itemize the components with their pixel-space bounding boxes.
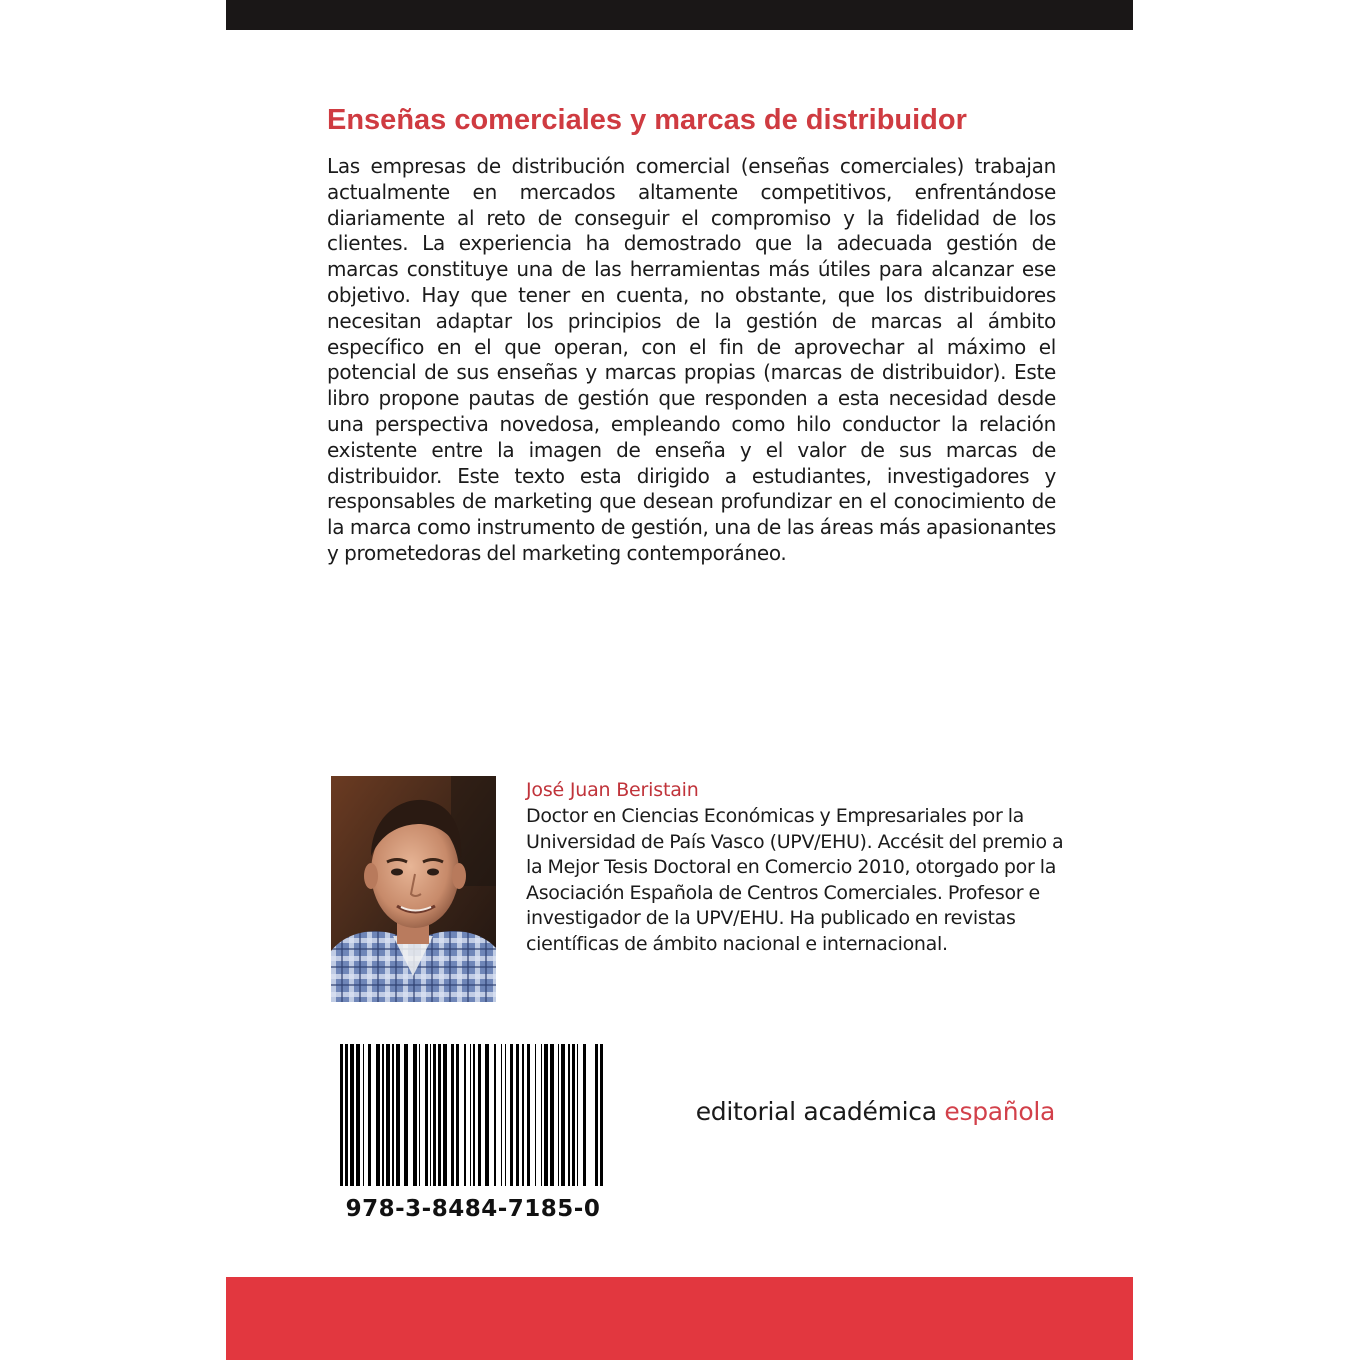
barcode-bar bbox=[470, 1044, 471, 1186]
barcode-bar bbox=[561, 1044, 565, 1186]
barcode-bar bbox=[404, 1044, 408, 1186]
barcode-bar bbox=[558, 1044, 559, 1186]
barcode-bar bbox=[527, 1044, 530, 1186]
barcode-bar bbox=[345, 1044, 348, 1186]
author-name: José Juan Beristain bbox=[526, 779, 699, 801]
barcode-bar bbox=[494, 1044, 496, 1186]
barcode-bar bbox=[443, 1044, 447, 1186]
barcode-bar bbox=[501, 1044, 502, 1186]
barcode-bar bbox=[396, 1044, 400, 1186]
publisher-logo bbox=[659, 1095, 1055, 1129]
barcode-bar bbox=[392, 1044, 394, 1186]
barcode-bar bbox=[425, 1044, 428, 1186]
barcode-bar bbox=[535, 1044, 536, 1186]
barcode-bar bbox=[577, 1044, 578, 1186]
barcode-bar bbox=[376, 1044, 380, 1186]
barcode-bar bbox=[516, 1044, 519, 1186]
barcode-bar bbox=[386, 1044, 390, 1186]
barcode-bar bbox=[550, 1044, 554, 1186]
top-band bbox=[226, 0, 1133, 30]
barcode-bar bbox=[505, 1044, 506, 1186]
book-title: Enseñas comerciales y marcas de distribuidor bbox=[327, 104, 967, 136]
back-cover bbox=[226, 0, 1133, 1360]
author-photo bbox=[331, 776, 496, 1002]
barcode-bar bbox=[541, 1044, 542, 1186]
publisher-name-main: editorial académica bbox=[695, 1097, 937, 1126]
isbn-number: 978-3-8484-7185-0 bbox=[345, 1196, 601, 1222]
barcode-bar bbox=[544, 1044, 548, 1186]
barcode-bar bbox=[419, 1044, 420, 1186]
barcode-bar bbox=[363, 1044, 364, 1186]
author-bio: Doctor en Ciencias Económicas y Empresariales por la Universidad de País Vasco (UPV/EHU). Accésit del premio a la Mejor Tesis Doctoral en Comercio 2010, otorgado por la Asociación Española de Centros Comerciales. Profesor e investigador de la UPV/EHU. Ha publicado en revistas científicas de ámbito nacional e internacional. bbox=[526, 805, 1064, 955]
barcode-bar bbox=[568, 1044, 570, 1186]
barcode-bar bbox=[510, 1044, 513, 1186]
barcode-bar bbox=[382, 1044, 384, 1186]
barcode-bar bbox=[438, 1044, 441, 1186]
barcode-bar bbox=[451, 1044, 454, 1186]
barcode-bar bbox=[478, 1044, 481, 1186]
barcode bbox=[340, 1044, 606, 1186]
barcode-bar bbox=[522, 1044, 524, 1186]
barcode-bar bbox=[413, 1044, 417, 1186]
barcode-bar bbox=[583, 1044, 586, 1186]
barcode-bar bbox=[600, 1044, 603, 1186]
barcode-bar bbox=[433, 1044, 436, 1186]
barcode-bar bbox=[595, 1044, 598, 1186]
barcode-bar bbox=[350, 1044, 354, 1186]
barcode-bar bbox=[430, 1044, 431, 1186]
barcode-bar bbox=[368, 1044, 371, 1186]
barcode-bar bbox=[473, 1044, 475, 1186]
barcode-bar bbox=[464, 1044, 466, 1186]
bottom-band bbox=[226, 1277, 1133, 1360]
book-description: Las empresas de distribución comercial (enseñas comerciales) trabajan actualmente en mercados altamente competitivos, enfrentándose diariamente al reto de conseguir el compromiso y la fidelidad de los clientes. La experiencia ha demostrado que la adecuada gestión de marcas constituye una de las herramientas más útiles para alcanzar ese objetivo. Hay que tener en cuenta, no obstante, que los distribuidores necesitan adaptar los principios de la gestión de marcas al ámbito específico en el que operan, con el fin de aprovechar al máximo el potencial de sus enseñas y marcas propias (marcas de distribuidor). Este libro propone pautas de gestión que responden a esta necesidad desde una perspectiva novedosa, empleando como hilo conductor la relación existente entre la imagen de enseña y el valor de sus marcas de distribuidor. Este texto esta dirigido a estudiantes, investigadores y responsables de marketing que desean profundizar en el conocimiento de la marca como instrumento de gestión, una de las áreas más apasionantes y prometedoras del marketing contemporáneo. bbox=[327, 154, 1056, 565]
barcode-bar bbox=[356, 1044, 360, 1186]
barcode-bar bbox=[456, 1044, 459, 1186]
barcode-bar bbox=[485, 1044, 489, 1186]
barcode-bar bbox=[572, 1044, 575, 1186]
barcode-bar bbox=[340, 1044, 343, 1186]
publisher-name-accent: española bbox=[944, 1097, 1055, 1126]
